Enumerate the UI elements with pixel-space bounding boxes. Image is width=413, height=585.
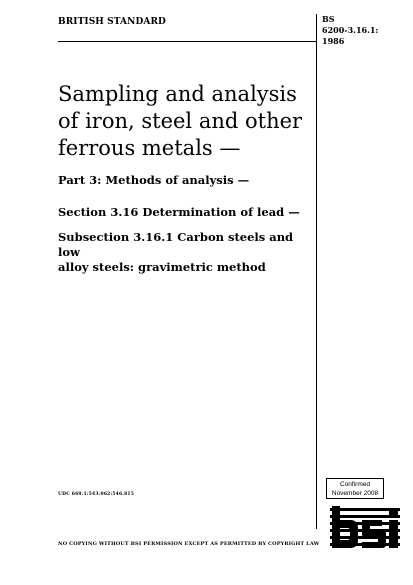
- vertical-rule: [316, 14, 317, 529]
- bs-number-year: 1986: [322, 36, 345, 46]
- section-heading: Section 3.16 Determination of lead —: [58, 205, 300, 219]
- subsection-heading: [58, 230, 313, 275]
- bsi-logo: [330, 506, 400, 552]
- standard-label: BRITISH STANDARD: [58, 17, 166, 27]
- title-line-2: of iron, steel and other: [58, 109, 303, 133]
- stamp-line-1: Confirmed: [340, 481, 370, 488]
- confirmed-stamp: [326, 478, 384, 499]
- title-line-1: Sampling and analysis: [58, 82, 297, 106]
- udc-code: UDC 669.1:543.062:546.815: [58, 492, 135, 497]
- bs-number-prefix: BS: [322, 14, 335, 24]
- bs-number-code: 6200-3.16.1:: [322, 25, 379, 35]
- subsection-line-1: Subsection 3.16.1 Carbon steels and low: [58, 230, 294, 259]
- copyright-footer: NO COPYING WITHOUT BSI PERMISSION EXCEPT AS PERMITTED BY COPYRIGHT LAW: [58, 541, 320, 547]
- stamp-line-2: November 2008: [331, 490, 379, 497]
- title-line-3: ferrous metals —: [58, 136, 241, 160]
- bs-number: [322, 14, 378, 47]
- subsection-line-2: alloy steels: gravimetric method: [58, 260, 266, 274]
- document-title: [58, 81, 313, 162]
- header-rule: [58, 41, 316, 42]
- part-heading: Part 3: Methods of analysis —: [58, 173, 250, 187]
